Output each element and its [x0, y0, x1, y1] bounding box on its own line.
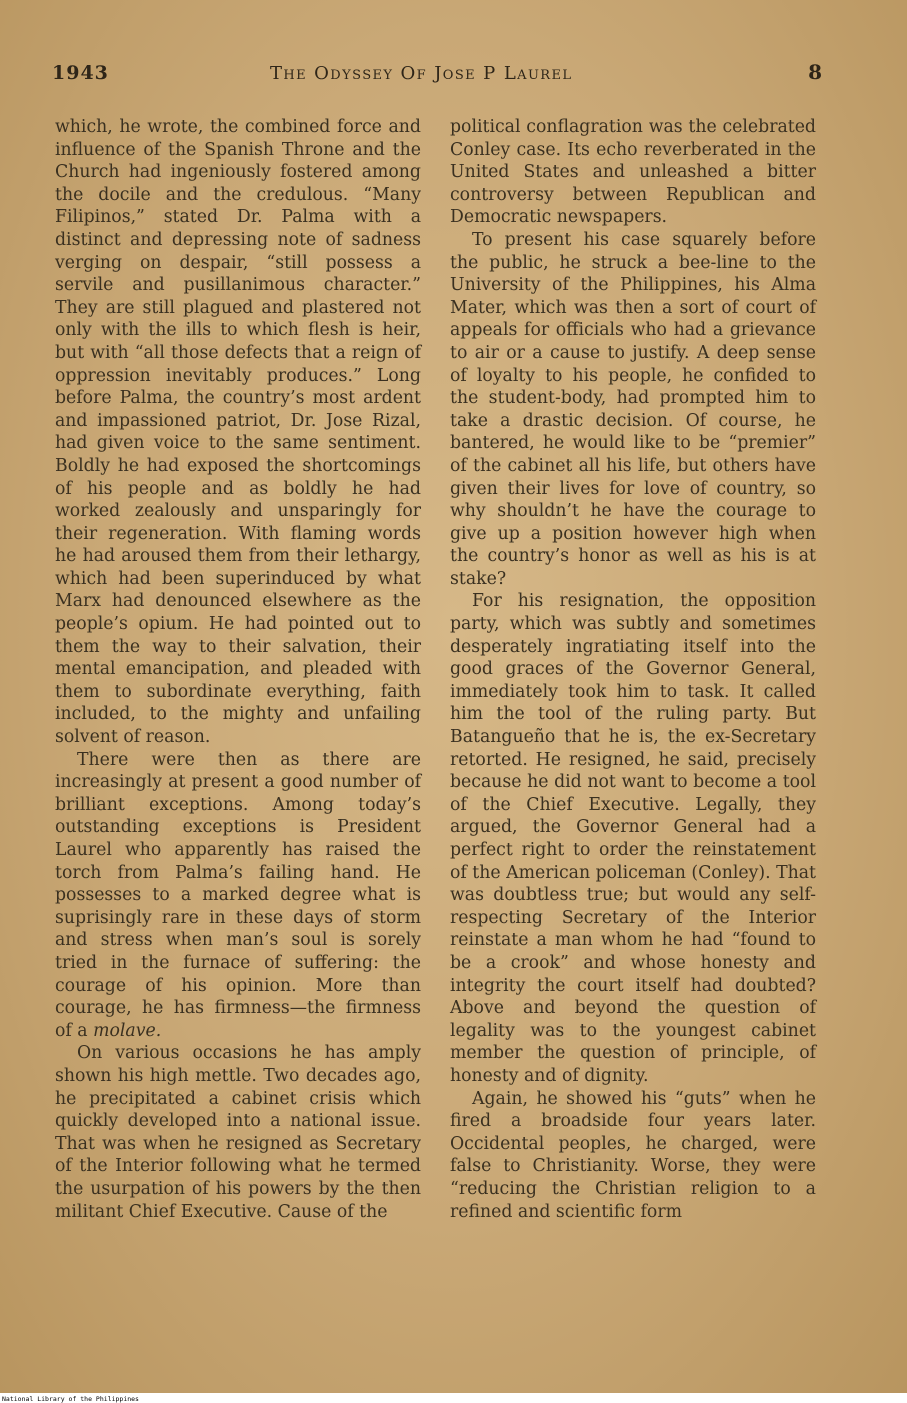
running-header	[52, 62, 822, 92]
paragraph: On various occasions he has amply shown his high mettle. Two decades ago, he precipitated a cabinet crisis which quickly developed into a national issue. That was when he resigned as Secretary of the Interior following what he termed the usurpation of his powers by the then militant Chief Executive. Cause of the	[55, 1043, 421, 1222]
page-number: 8	[808, 60, 822, 84]
emphasis-molave: molave.	[93, 1020, 162, 1041]
header-title: The Odyssey Of Jose P Laurel	[270, 63, 573, 84]
header-year: 1943	[52, 62, 109, 84]
paragraph: political conflagration was the celebrated Conley case. Its echo reverberated in the United States and unleashed a bitter controversy between Republican and Democratic newspapers.	[450, 117, 816, 228]
paragraph: Again, he showed his “guts” when he fired a broadside four years later. Occidental peoples, he charged, were false to Christianity. Worse, they were “reducing the Christian religion to a refined and scientific form	[450, 1088, 816, 1222]
paragraph: To present his case squarely before the public, he struck a bee-line to the University of the Philippines, his Alma Mater, which was then a sort of court of appeals for officials who had a grievance to air or a cause to justify. A deep sense of loyalty to his people, he confided to the student-body, had prompted him to take a drastic decision. Of course, he bantered, he would like to be “premier” of the cabinet all his life, but others have given their lives for love of country, so why shouldn’t he have the courage to give up a position however high when the country’s honor as well as his is at stake?	[450, 229, 816, 589]
paragraph: For his resignation, the opposition party, which was subtly and sometimes desperately ingratiating itself into the good graces of the Governor General, immediately took him to task. It called him the tool of the ruling party. But Batangueño that he is, the ex-Secretary retorted. He resigned, he said, precisely because he did not want to become a tool of the Chief Executive. Legally, they argued, the Governor General had a perfect right to order the reinstatement of the American policeman (Conley). That was doubtless true; but would any self-respecting Secretary of the Interior reinstate a man whom he had “found to be a crook” and whose honesty and integrity the court itself had doubted? Above and beyond the question of legality was to the youngest cabinet member the question of principle, of honesty and of dignity.	[450, 591, 816, 1086]
paragraph: which, he wrote, the combined force and influence of the Spanish Throne and the Church had ingeniously fostered among the docile and the credulous. “Many Filipinos,” stated Dr. Palma with a distinct and depressing note of sadness verging on despair, “still possess a servile and pusillanimous character.” They are still plagued and plastered not only with the ills to which flesh is heir, but with “all those defects that a reign of oppression inevitably produces.” Long before Palma, the country’s most ardent and impassioned patriot, Dr. Jose Rizal, had given voice to the same sentiment. Boldly he had exposed the shortcomings of his people and as boldly he had worked zealously and unsparingly for their regeneration. With flaming words he had aroused them from their lethargy, which had been superinduced by what Marx had denounced elsewhere as the people’s opium. He had pointed out to them the way to their salvation, their mental emancipation, and pleaded with them to subordinate everything, faith included, to the mighty and unfailing solvent of reason.	[55, 117, 421, 748]
right-column	[450, 116, 816, 1223]
paragraph-text: There were then as there are increasingly at present a good number of brilliant exceptions. Among today’s outstanding exceptions is President Laurel who apparently has raised the torch from Palma’s failing hand. He possesses to a marked degree what is suprisingly rare in these days of storm and stress when man’s soul is sorely tried in the furnace of suffering: the courage of his opinion. More than courage, he has firmness—the firmness of a	[55, 749, 421, 1041]
paragraph	[55, 749, 421, 1043]
left-column	[55, 116, 421, 1223]
scan-credit: National Library of the Philippines	[2, 1395, 139, 1403]
